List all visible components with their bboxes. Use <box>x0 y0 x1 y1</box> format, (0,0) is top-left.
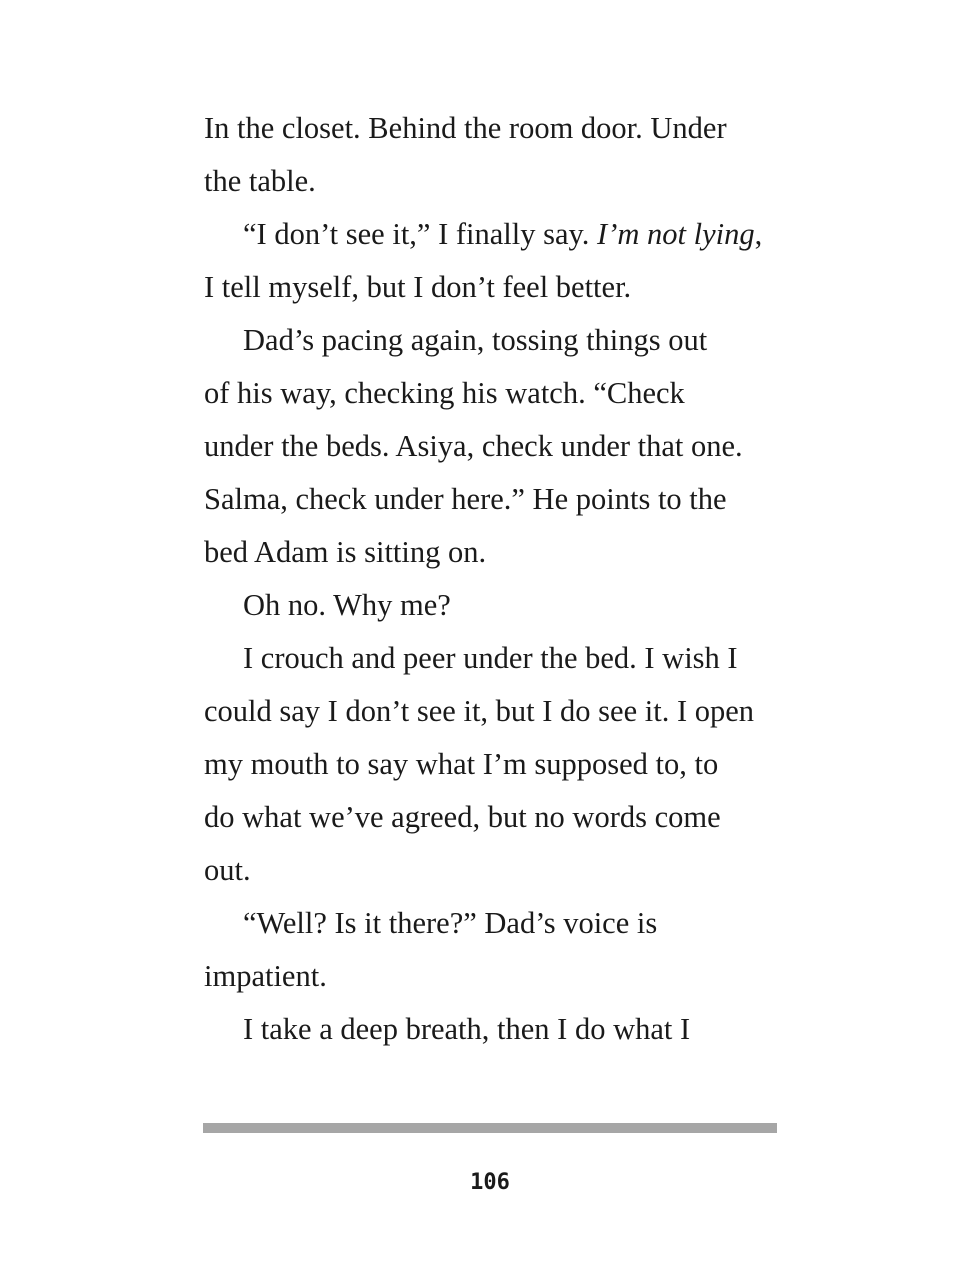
italic-phrase: I’m not lying <box>597 217 755 251</box>
text-line: of his way, checking his watch. “Check <box>204 376 685 410</box>
text-line <box>204 208 779 261</box>
text-line: out. <box>204 853 251 887</box>
text-line-segment: “I don’t see it,” I finally say. <box>243 217 598 251</box>
text-line-segment: , <box>754 217 763 251</box>
text-line: my mouth to say what I’m supposed to, to <box>204 747 719 781</box>
text-line: “Well? Is it there?” Dad’s voice is <box>243 906 658 940</box>
text-line: I crouch and peer under the bed. I wish I <box>243 641 738 675</box>
text-line: do what we’ve agreed, but no words come <box>204 800 721 834</box>
text-line: I take a deep breath, then I do what I <box>243 1012 691 1046</box>
text-line: Salma, check under here.” He points to the <box>204 482 727 516</box>
text-line: could say I don’t see it, but I do see it. I open <box>204 694 755 728</box>
text-line: In the closet. Behind the room door. Under <box>204 111 727 145</box>
footer-divider <box>203 1123 777 1133</box>
text-line: under the beds. Asiya, check under that one. <box>204 429 743 463</box>
text-line: bed Adam is sitting on. <box>204 535 487 569</box>
text-line: Oh no. Why me? <box>243 588 451 622</box>
text-line: Dad’s pacing again, tossing things out <box>243 323 708 357</box>
text-line: the table. <box>204 164 316 198</box>
body-text <box>204 102 779 1056</box>
text-line: impatient. <box>204 959 327 993</box>
page-number: 106 <box>470 1170 510 1195</box>
text-line: I tell myself, but I don’t feel better. <box>204 270 632 304</box>
